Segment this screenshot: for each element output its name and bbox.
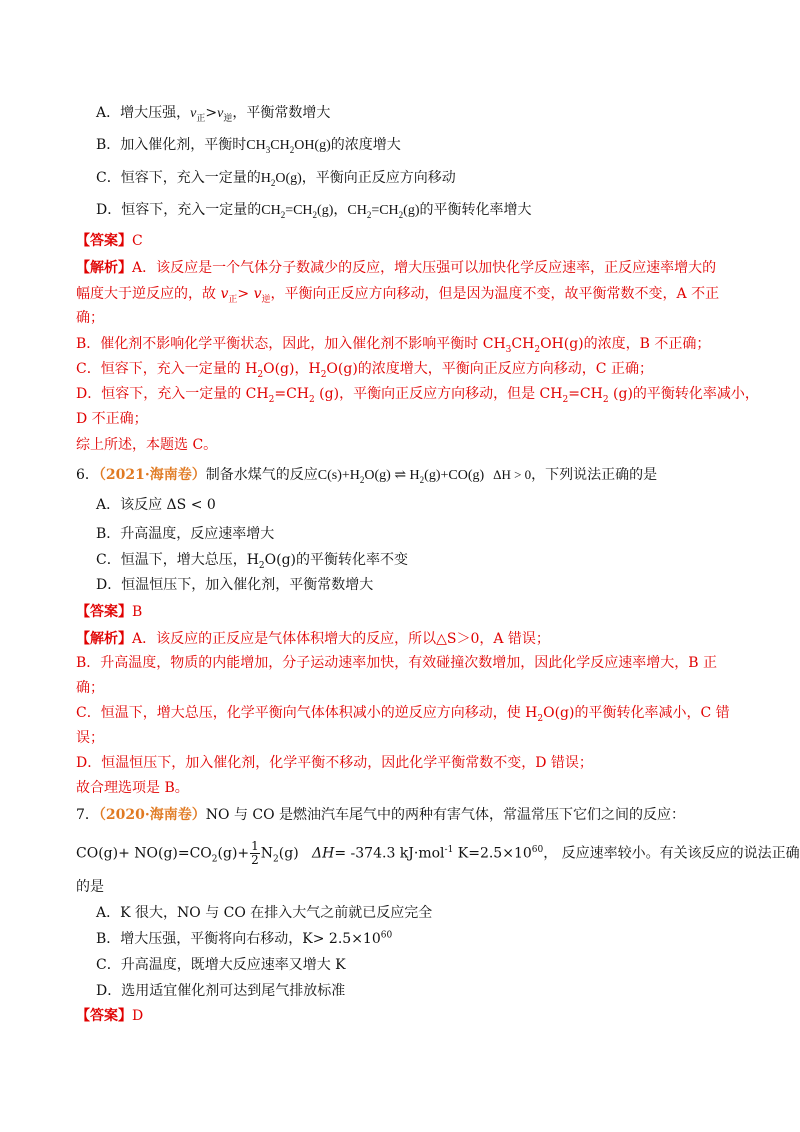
q6-option-b: B．升高温度，反应速率增大	[96, 526, 275, 542]
q6-option-a: A．该反应 ΔS < 0	[96, 497, 216, 513]
q7-option-b: B．增大压强，平衡将向右移动，$K> 2.5\times 10^{60}$	[96, 930, 393, 947]
q6-analysis-line-5: 误；	[76, 730, 104, 746]
q7-stem-line-2: 的是	[76, 879, 104, 895]
q5-analysis-line-8: 综上所述，本题选 C。	[76, 437, 218, 453]
q6-analysis-line-2: B．升高温度，物质的内能增加，分子运动速率加快，有效碰撞次数增加，因此化学反应速率增大，B 正	[76, 655, 718, 671]
q6-option-d: D．恒温恒压下，加入催化剂，平衡常数增大	[96, 577, 374, 593]
q5-analysis-line-7: D 不正确；	[76, 411, 148, 427]
q5-option-c: C．恒容下，充入一定量的$H_2O(g)$，平衡向正反应方向移动	[96, 170, 456, 188]
q5-analysis-line-6: D．恒容下，充入一定量的 $CH_2=CH_2$ (g)，平衡向正反应方向移动，但是 $CH_2=CH_2$ (g)的平衡转化率减小，	[76, 386, 759, 405]
q5-option-d: D．恒容下，充入一定量的$CH_2=CH_2(g)$，$CH_2=CH_2(g)$的平衡转化率增大	[96, 202, 532, 220]
q5-analysis-line-4: B．催化剂不影响化学平衡状态，因此，加入催化剂不影响平衡时 $CH_3CH_2OH(g)$的浓度，B 不正确；	[76, 336, 711, 355]
q5-analysis-line-5: C．恒容下，充入一定量的 $H_2O(g)$，$H_2O(g)$的浓度增大，平衡向正反应方向移动，C 正确；	[76, 361, 653, 380]
q5-option-a: A．增大压强，$v_正>v_逆$，平衡常数增大	[96, 105, 331, 124]
formula: $CH_2=CH_2(g)$	[261, 203, 334, 220]
q6-analysis-line-6: D．恒温恒压下，加入催化剂，化学平衡不移动，因此化学平衡常数不变，D 错误；	[76, 755, 593, 771]
q6-analysis-line-7: 故合理选项是 B。	[76, 780, 189, 796]
q6-answer: 【答案】B	[76, 604, 143, 620]
q7-equation-line: $CO(g)+ NO(g)=CO_2(g)+$ $\frac{1}{2}$ $N_2(g)$ ΔH= -374.3 kJ·mol$^{-1}$ $K=2.5\times 10^{60}$， 反应速率较小。有关该反应的说法正确	[76, 839, 800, 867]
q6-analysis-line-1: 【解析】A．该反应的正反应是气体体积增大的反应，所以△S＞0，A 错误；	[76, 631, 550, 647]
formula: $CH_2=CH_2(g)$	[347, 203, 420, 220]
q5-answer: 【答案】C	[76, 233, 143, 249]
q5-analysis-line-1: 【解析】A．该反应是一个气体分子数减少的反应，增大压强可以加快化学反应速率，正反应速率增大的	[76, 260, 717, 276]
q7-option-a: A．K 很大，NO 与 CO 在排入大气之前就已反应完全	[96, 905, 433, 921]
formula: $CH_3CH_2OH(g)$	[246, 138, 331, 155]
reaction-equation: $C(s)+H_2O(g)$ ⇌ $H_2(g)+CO(g)$	[317, 468, 485, 485]
q6-analysis-line-3: 确；	[76, 680, 104, 696]
fraction: $\frac{1}{2}$	[251, 839, 259, 867]
q7-answer: 【答案】D	[76, 1008, 144, 1024]
q6-option-c: C．恒温下，增大总压，$H_2O(g)$的平衡转化率不变	[96, 552, 409, 571]
q5-analysis-line-3: 确；	[76, 310, 104, 326]
q7-option-d: D．选用适宜催化剂可达到尾气排放标准	[96, 983, 346, 999]
q7-option-c: C．升高温度，既增大反应速率又增大 K	[96, 957, 346, 973]
q5-option-b: B．加入催化剂，平衡时$CH_3CH_2OH(g)$的浓度增大	[96, 137, 401, 155]
q7-stem-line-1: 7．（2020·海南卷）NO 与 CO 是燃油汽车尾气中的两种有害气体，常温常压下它们之间的反应：	[76, 807, 686, 823]
q5-analysis-line-2: 幅度大于逆反应的，故 $v_正> v_逆$，平衡向正反应方向移动，但是因为温度不变，故平衡常数不变，A 不正	[76, 286, 720, 305]
q6-analysis-line-4: C．恒温下，增大总压，化学平衡向气体体积减小的逆反应方向移动，使 $H_2O(g)$的平衡转化率减小，C 错	[76, 705, 730, 724]
q6-stem: 6．（2021·海南卷）制备水煤气的反应$C(s)+H_2O(g)$ ⇌ $H_2(g)+CO(g) \Delta H > 0$，下列说法正确的是	[76, 467, 658, 485]
formula: $H_2O(g)$	[260, 171, 302, 188]
